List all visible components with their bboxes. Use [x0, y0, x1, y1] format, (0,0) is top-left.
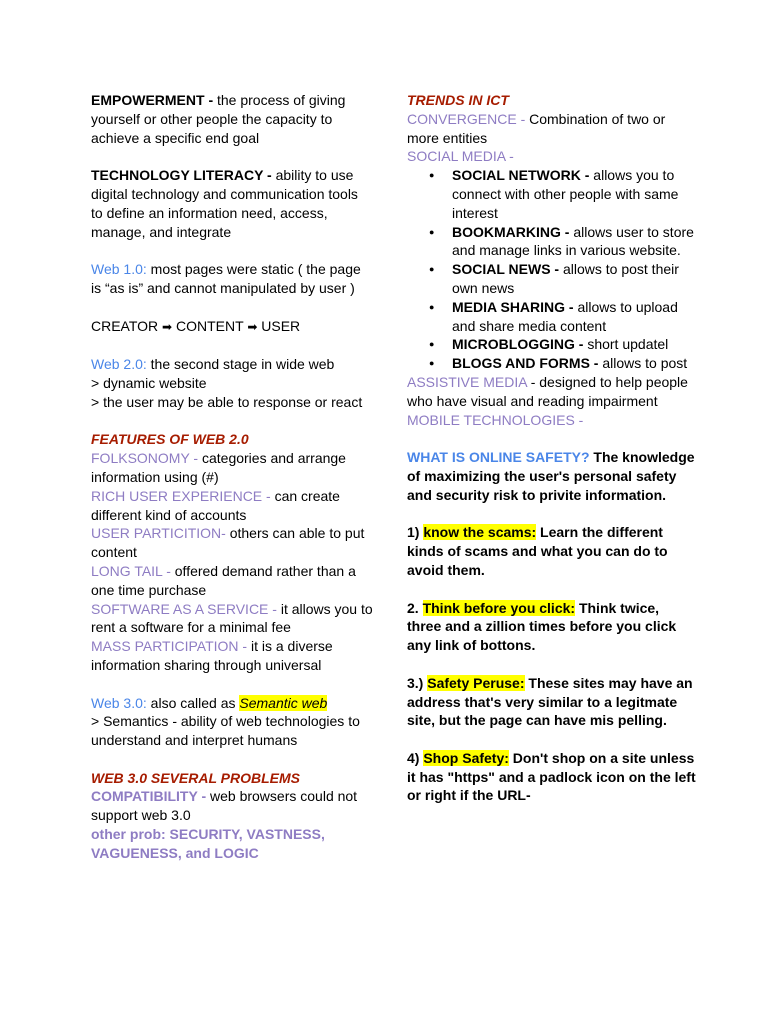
feature-term: SOFTWARE AS A SERVICE - [91, 600, 277, 617]
feature-term: LONG TAIL - [91, 562, 171, 579]
feature-item [91, 562, 373, 600]
mobile-heading: MOBILE TECHNOLOGIES - [407, 411, 584, 428]
social-term: SOCIAL NETWORK - [452, 167, 590, 184]
feature-term: RICH USER EXPERIENCE - [91, 487, 271, 504]
safety-highlight: Safety Peruse: [427, 674, 525, 691]
empowerment-para [91, 91, 373, 147]
safety-highlight: Think before you click: [422, 599, 576, 616]
list-item [452, 335, 697, 354]
convergence-term: CONVERGENCE - [407, 110, 526, 127]
online-safety-para [407, 448, 697, 504]
right-arrow-icon: ➡ [247, 319, 258, 334]
social-term: BLOGS AND FORMS - [452, 355, 599, 372]
problems-heading: WEB 3.0 SEVERAL PROBLEMS [91, 769, 301, 786]
safety-highlight: know the scams: [423, 524, 537, 541]
web2-line2: > the user may be able to response or react [91, 393, 363, 410]
flow-content: CONTENT [172, 317, 248, 334]
feature-term: FOLKSONOMY - [91, 450, 199, 467]
safety-num: 2. [407, 599, 423, 616]
safety-item-1 [407, 523, 697, 579]
social-media-heading: SOCIAL MEDIA - [407, 148, 514, 165]
feature-item [91, 449, 373, 487]
safety-text: These sites may have an address that's very similar to a legitmate site, but the page can have mis pelling. [407, 674, 693, 729]
social-def: allows to upload and share media content [452, 298, 678, 334]
social-term: MEDIA SHARING - [452, 298, 574, 315]
feature-term: USER PARTICITION- [91, 525, 226, 542]
flow-user: USER [257, 317, 301, 334]
empowerment-def: the process of giving yourself or other people the capacity to achieve a specific end goal [91, 92, 346, 146]
feature-def: can create different kind of accounts [91, 487, 340, 523]
tech-literacy-para [91, 166, 373, 241]
features-heading: FEATURES OF WEB 2.0 [91, 431, 249, 448]
web3-para [91, 694, 373, 713]
feature-def: it is a diverse information sharing through universal [91, 638, 333, 673]
safety-num: 4) [407, 749, 424, 766]
feature-item [91, 487, 373, 525]
web1-def: most pages were static ( the page is “as is” and cannot manipulated by user ) [91, 261, 361, 296]
assistive-def: - designed to help people who have visual and reading impairment [407, 373, 688, 409]
social-def: allows user to store and manage links in various website. [452, 223, 694, 259]
feature-item [91, 524, 373, 562]
web1-para [91, 260, 373, 298]
safety-item-3 [407, 674, 697, 730]
right-column [407, 91, 697, 805]
safety-text: Think twice, three and a zillion times before you click any link of bottons. [407, 599, 677, 654]
web2-line1: > dynamic website [91, 374, 207, 391]
social-def: allows you to connect with other people with same interest [452, 167, 679, 221]
convergence-def: Combination of two or more entities [407, 110, 666, 146]
web3-line1: > Semantics - ability of web technologies to understand and interpret humans [91, 713, 360, 749]
feature-def: categories and arrange information using (#) [91, 450, 346, 485]
feature-def: offered demand rather than a one time purchase [91, 562, 356, 598]
left-column [91, 91, 373, 863]
empowerment-term: EMPOWERMENT - [91, 92, 214, 108]
safety-item-2 [407, 599, 697, 655]
compat-para [91, 787, 373, 825]
safety-item-4 [407, 749, 697, 805]
list-item [452, 223, 697, 261]
list-item [452, 354, 697, 373]
flow-line [91, 317, 373, 337]
feature-item [91, 637, 373, 675]
web3-term: Web 3.0: [91, 694, 147, 711]
online-safety-def: The knowledge of maximizing the user's personal safety and security risk to privite information. [407, 449, 695, 503]
web3-pre: also called as [146, 694, 240, 711]
safety-num: 3.) [407, 674, 428, 691]
assistive-para [407, 373, 697, 411]
right-arrow-icon: ➡ [162, 319, 173, 334]
web2-def: the second stage in wide web [146, 356, 335, 373]
web2-term: Web 2.0: [91, 356, 147, 373]
social-def: allows to post their own news [452, 261, 679, 296]
social-def: short updatel [583, 336, 669, 353]
safety-text: Learn the different kinds of scams and what you can do to avoid them. [407, 524, 668, 578]
feature-def: others can able to put content [91, 525, 365, 561]
feature-item [91, 600, 373, 638]
web3-highlight: Semantic web [239, 694, 328, 711]
list-item [452, 260, 697, 298]
trends-heading: TRENDS IN ICT [407, 92, 509, 108]
safety-num: 1) [407, 524, 424, 541]
social-term: BOOKMARKING - [452, 223, 570, 240]
convergence-para [407, 110, 697, 148]
assistive-term: ASSISTIVE MEDIA [407, 373, 527, 390]
social-term: SOCIAL NEWS - [452, 261, 560, 278]
tech-literacy-def: ability to use digital technology and communication tools to define an information need, access, manage, and integrate [91, 167, 358, 240]
safety-text: Don't shop on a site unless it has "https" and a padlock icon on the left or right if the URL- [407, 749, 696, 804]
list-item [452, 166, 697, 222]
social-media-list [407, 166, 697, 373]
safety-highlight: Shop Safety: [423, 749, 509, 766]
social-term: MICROBLOGGING - [452, 336, 584, 353]
flow-creator: CREATOR [91, 317, 163, 334]
web1-term: Web 1.0: [91, 261, 147, 278]
feature-term: MASS PARTICIPATION - [91, 638, 248, 655]
list-item [452, 298, 697, 336]
online-safety-term: WHAT IS ONLINE SAFETY? [407, 449, 590, 466]
compat-term: COMPATIBILITY - [91, 788, 210, 805]
feature-def: it allows you to rent a software for a minimal fee [91, 600, 373, 636]
web2-para [91, 355, 373, 374]
social-def: allows to post [598, 355, 688, 372]
other-problems: other prob: SECURITY, VASTNESS, VAGUENESS, and LOGIC [91, 826, 325, 861]
compat-def: web browsers could not support web 3.0 [91, 788, 358, 824]
tech-literacy-term: TECHNOLOGY LITERACY - [91, 167, 272, 184]
